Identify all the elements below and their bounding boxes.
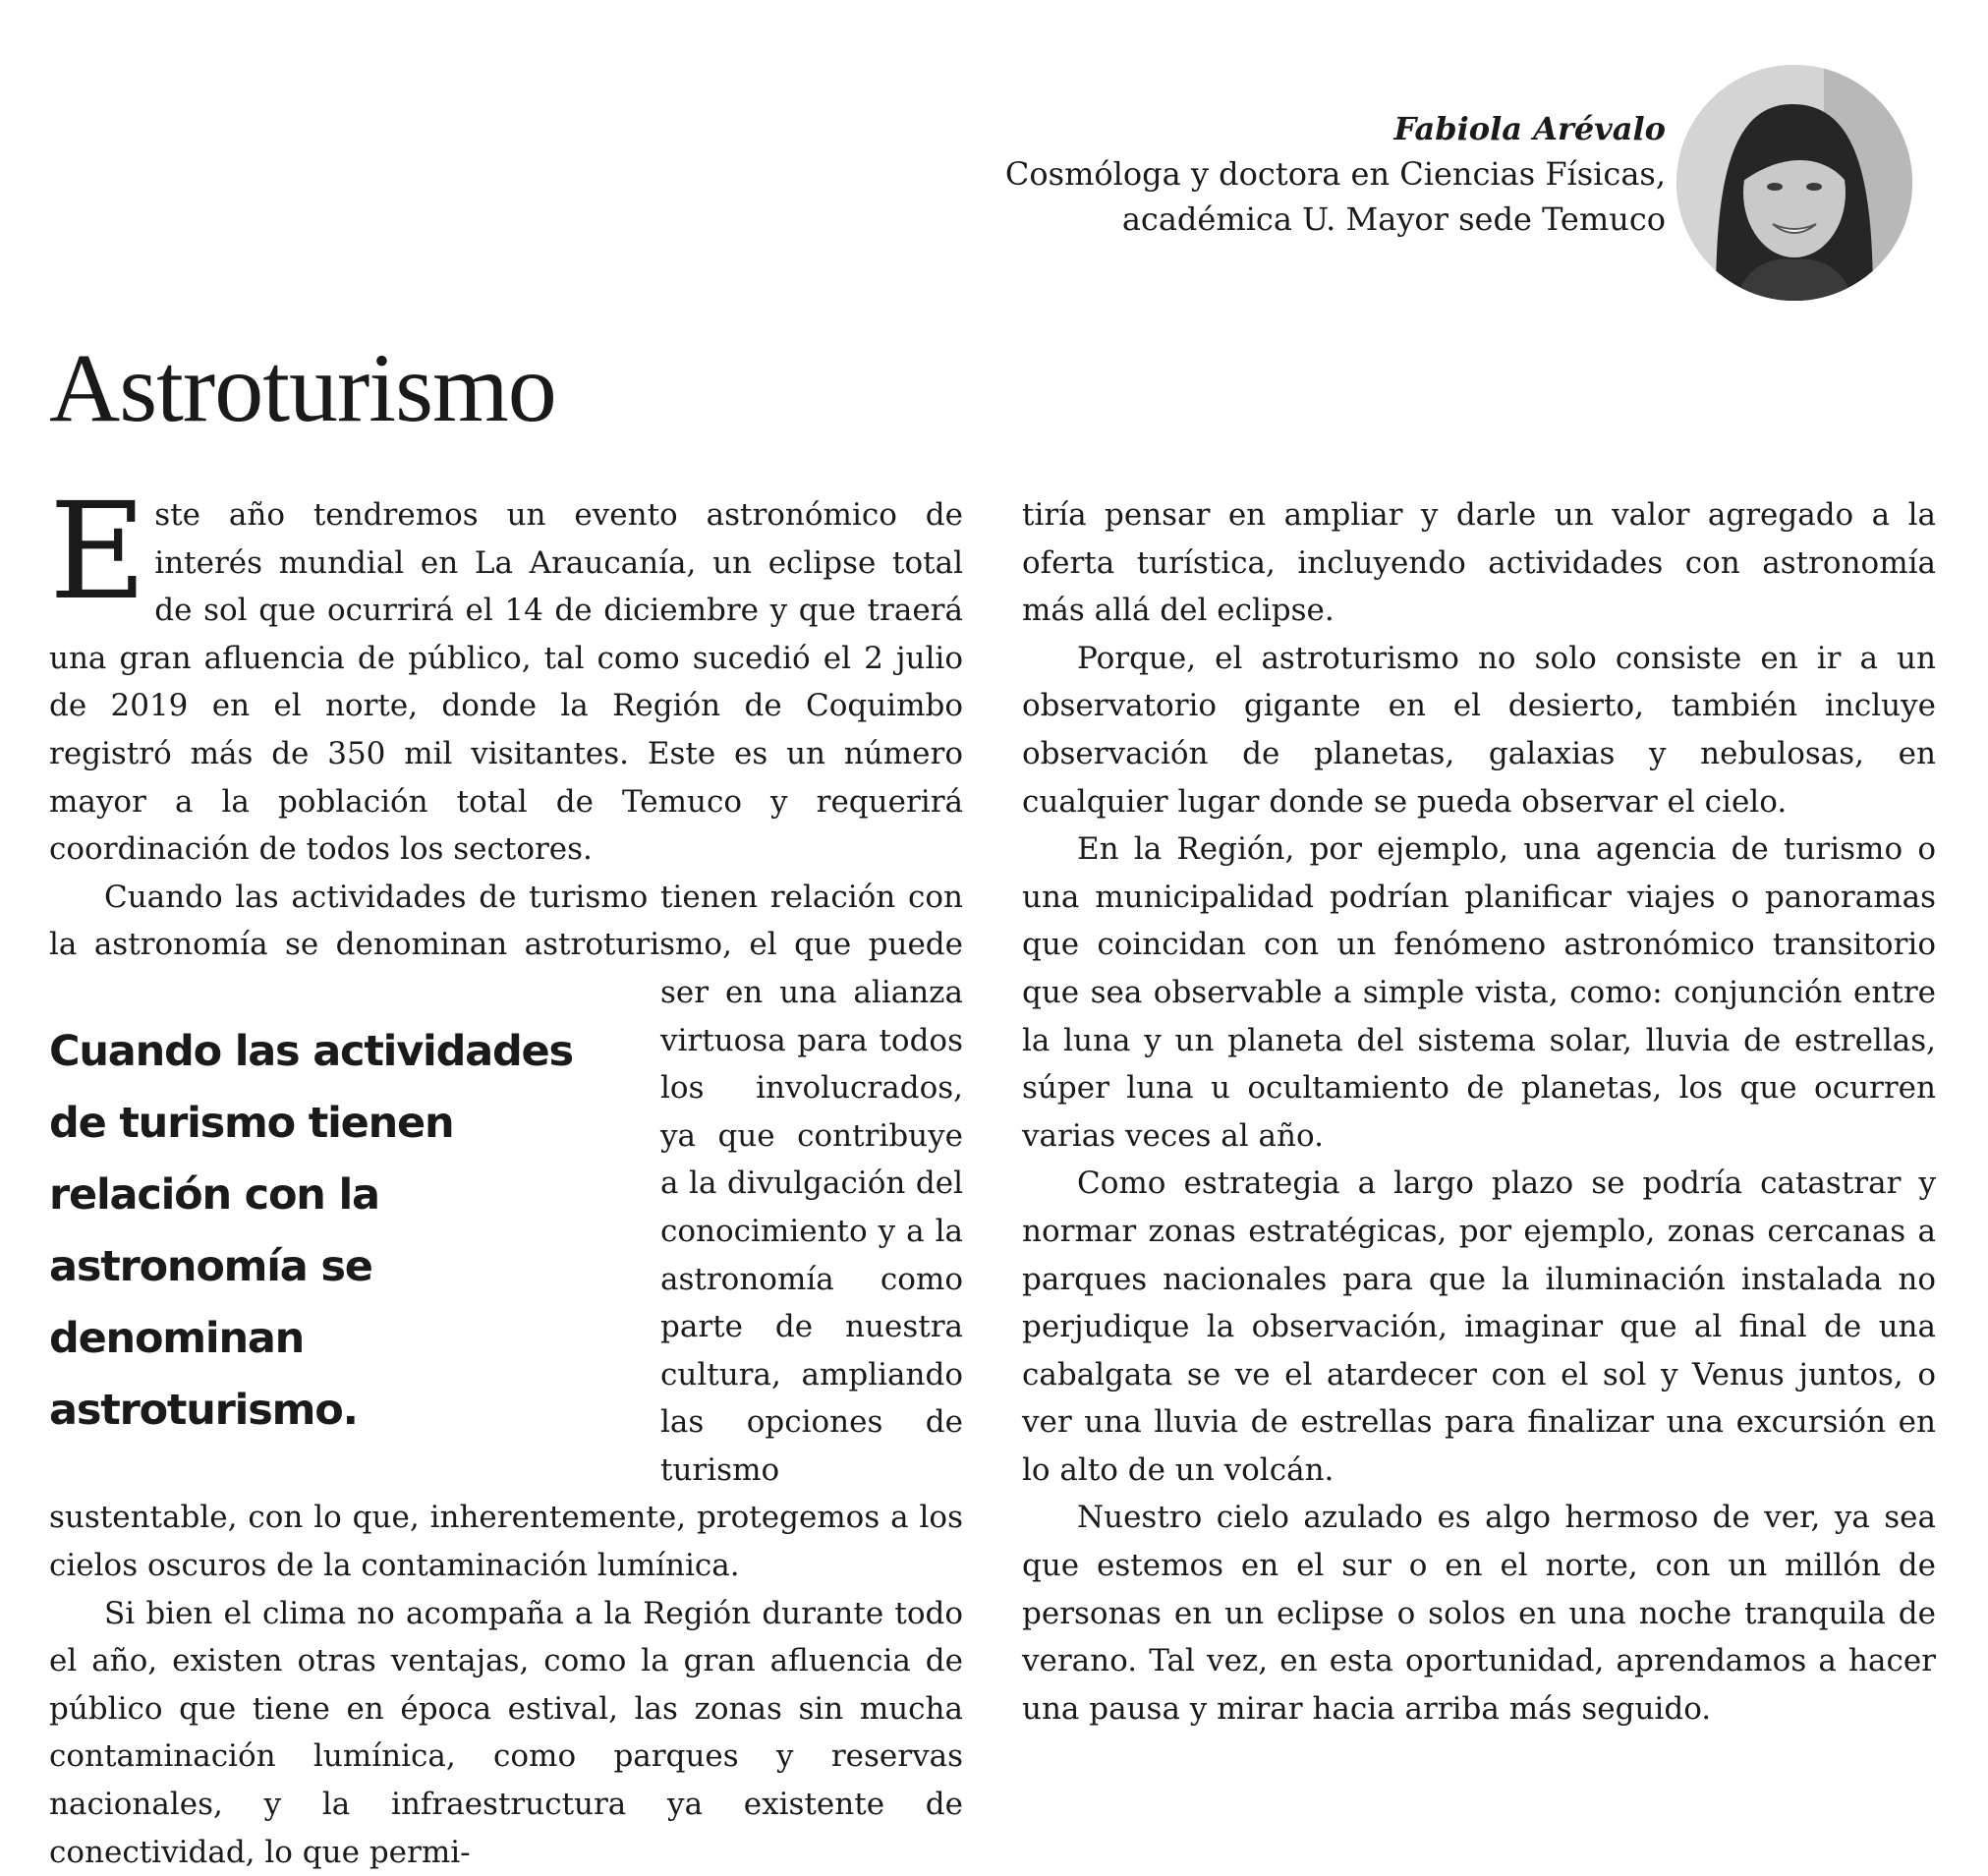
author-role-line-2: académica U. Mayor sede Temuco [1121, 200, 1666, 238]
paragraph-6: En la Región, por ejemplo, una agencia de turismo o una municipalidad podrían planificar viajes o panoramas que coincidan con un fenómeno astronómico transitorio que sea observable a simple vista, como: conjunción entre la luna y un planeta del sistema solar, lluvia de estrellas, súper luna u ocultamiento de planetas, los que ocurren varias veces al año. [1022, 831, 1936, 1154]
article-title: Astroturismo [49, 333, 556, 442]
paragraph-1-text: ste año tendremos un evento astronómico de interés mundial en La Araucanía, un eclipse total de sol que ocurrirá el 14 de diciembre y que traerá una gran afluencia de público, tal como sucedió el 2 julio de 2019 en el norte, donde la Región de Coquimbo registró más de 350 mil visitantes. Este es un número mayor a la población total de Temuco y requerirá coordinación de todos los sectores. [49, 497, 963, 868]
pull-quote: Cuando las actividades de turismo tienen relación con la astronomía se denominan astroturismo. [49, 1026, 573, 1435]
paragraph-8: Nuestro cielo azulado es algo hermoso de ver, ya sea que estemos en el sur o en el norte, con un millón de personas en un eclipse o solos en una noche tranquila de verano. Tal vez, en esta oportunidad, aprendamos a hacer una pausa y mirar hacia arriba más seguido. [1022, 1500, 1936, 1727]
drop-cap: E [49, 475, 147, 630]
article-column-left [49, 475, 963, 1876]
paragraph-2-text-end: una alianza virtuosa para todos los involucrados, ya que contribuye a la divulgación del conocimiento y a la astronomía como parte de nuestra cultura, ampliando las opciones de turismo sustentable, con lo que, inherentemente, protegemos a los cielos oscuros de la contaminación lumínica. [49, 974, 963, 1584]
author-portrait-icon [1676, 65, 1912, 301]
paragraph-1 [49, 475, 963, 874]
article-column-right [1022, 491, 1936, 1733]
paragraph-7: Como estrategia a largo plazo se podría catastrar y normar zonas estratégicas, por ejemplo, zonas cercanas a parques nacionales para que la iluminación instalada no perjudique la observación, imaginar que al final de una cabalgata se ve el atardecer con el sol y Venus juntos, o ver una lluvia de estrellas para finalizar una excursión en lo alto de un volcán. [1022, 1165, 1936, 1488]
paragraph-4: tiría pensar en ampliar y darle un valor agregado a la oferta turística, incluyendo actividades con astronomía más allá del eclipse. [1022, 497, 1936, 629]
paragraph-3: Si bien el clima no acompaña a la Región durante todo el año, existen otras ventajas, como la gran afluencia de público que tiene en época estival, las zonas sin mucha contaminación lumínica, como parques y reservas nacionales, y la infraestructura ya existente de conectividad, lo que permi- [49, 1595, 963, 1870]
author-byline [978, 106, 1666, 242]
author-photo [1676, 65, 1912, 301]
author-name: Fabiola Arévalo [1393, 110, 1666, 147]
paragraph-2 [49, 874, 963, 1590]
author-role-line-1: Cosmóloga y doctora en Ciencias Físicas, [1004, 155, 1666, 193]
paragraph-5: Porque, el astroturismo no solo consiste en ir a un observatorio gigante en el desierto, también incluye observación de planetas, galaxias y nebulosas, en cualquier lugar donde se pueda observar el cielo. [1022, 640, 1936, 820]
paragraph-2-text-start: Cuando las actividades de turismo tienen relación con la astronomía se denominan astroturismo, el que puede ser en [49, 879, 963, 1010]
